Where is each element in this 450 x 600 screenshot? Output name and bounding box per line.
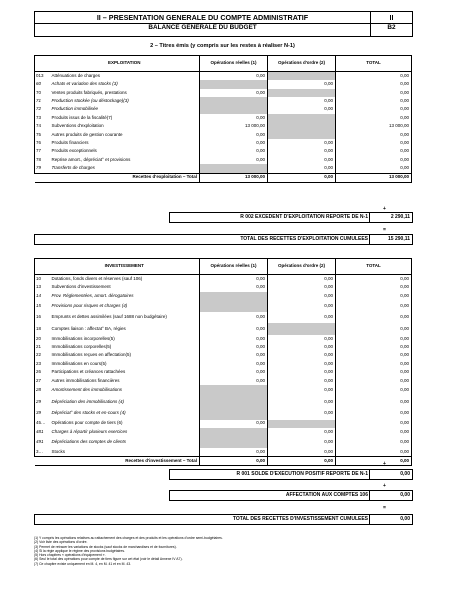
footnote: (4) Si la régie applique le régime des provisions budgétaires. [34,548,126,553]
box-divider [369,213,370,222]
row-code: 13 [35,283,50,291]
row-total: 0,00 [336,351,412,359]
row-label: Autres produits de gestion courante [51,131,123,137]
table-row [35,275,412,284]
row-label: Provisions pour risques et charges (4) [51,302,128,308]
row-label: Produits issus de la fiscalité(7) [51,114,113,120]
row-label: Production immobilisée [51,106,99,112]
row-label: Immobilisations reçues en affectation(5) [51,352,131,358]
table-row [35,368,412,376]
row-reel [200,97,268,105]
row-code: 27 [35,377,50,385]
header-divider [35,23,412,24]
table-header-row [35,259,412,275]
row-label: Atténuations de charges [51,72,101,78]
row-reel: 0,00 [200,114,268,122]
r002-box [169,212,413,223]
total-reel: 13 000,00 [200,173,268,182]
row-label: Dépréciation des immobilisations (4) [51,398,125,404]
plus-sign: + [383,461,386,467]
row-code: 18 [35,323,50,335]
header-code: II [389,13,394,22]
row-total: 0,00 [336,312,412,324]
table-row [35,397,412,409]
row-reel [200,106,268,114]
row-code: 16 [35,312,50,324]
row-ordre: 0,00 [268,312,336,324]
row-reel: 0,00 [200,351,268,359]
row-ordre: 0,00 [268,106,336,114]
reel-header: Opérations réelles (1) [200,56,268,72]
header-subtitle: BALANCE GENERALE DU BUDGET [148,24,257,31]
row-reel [200,300,268,312]
table-row [35,312,412,324]
table-row [35,351,412,359]
total-total: 13 000,00 [336,173,412,182]
total-investissement-value: 0,00 [400,516,410,522]
row-code: 79 [35,164,50,173]
row-code: 26 [35,368,50,376]
total-total: 0,00 [336,457,412,466]
row-total: 0,00 [336,114,412,122]
row-code: 23 [35,360,50,368]
row-total: 0,00 [336,97,412,105]
affectation-box [169,490,413,501]
row-reel: 13 000,00 [200,122,268,130]
row-reel: 0,00 [200,312,268,324]
row-code: 14 [35,292,50,300]
section-header: INVESTISSEMENT [50,259,200,275]
footnote: (5) Hors chapitres « opérations d'équipement ». [34,553,106,557]
row-label: Ventes produits fabriqués, prestations [51,89,127,95]
header-code: B2 [387,24,396,31]
total-header: TOTAL [336,56,412,72]
row-ordre [268,122,336,130]
table-row [35,343,412,351]
row-reel: 0,00 [200,89,268,97]
total-ordre: 0,00 [268,173,336,182]
row-code: 60 [35,80,50,88]
row-label: Emprunts et dettes assimilées (sauf 1688 non budgétaire) [51,314,167,320]
ordre-header: Opérations d'ordre (2) [268,259,336,275]
row-total: 0,00 [336,283,412,291]
total-reel: 0,00 [200,457,268,466]
total-ordre: 0,00 [268,457,336,466]
row-total: 13 000,00 [336,122,412,130]
table-row [35,106,412,114]
row-reel: 0,00 [200,275,268,284]
row-label: Transferts de charges [51,165,95,171]
code-header [35,259,50,275]
row-total: 0,00 [336,300,412,312]
row-code: 21 [35,343,50,351]
header-title: II – PRESENTATION GENERALE DU COMPTE ADMINISTRATIF [96,13,309,22]
footnote: (6) Seul le total des opérations pour compte de tiers figure sur cet état (voir le détail Annexe IV A7). [34,557,183,562]
row-ordre: 0,00 [268,408,336,420]
row-code: 70 [35,89,50,97]
total-row [35,173,412,182]
row-total: 0,00 [336,106,412,114]
table-row [35,408,412,420]
table-row [35,360,412,368]
equals-sign: = [383,227,386,233]
row-reel [200,80,268,88]
row-label: Amortissement des immobilisations [51,387,123,393]
row-label: Subventions d'exploitation [51,123,104,129]
table-header-row [35,56,412,72]
row-ordre: 0,00 [268,360,336,368]
exploitation-rows [35,72,412,174]
row-label: Opérations pour compte de tiers (6) [51,420,123,426]
code-header [35,56,50,72]
row-total: 0,00 [336,89,412,97]
row-label: Dotations, fonds divers et réserves (sauf 106) [51,275,143,281]
row-total: 0,00 [336,131,412,139]
row-total: 0,00 [336,292,412,300]
table-row [35,72,412,81]
table-row [35,385,412,397]
investissement-rows [35,275,412,457]
row-total: 0,00 [336,360,412,368]
row-reel: 0,00 [200,148,268,156]
section-header: EXPLOITATION [50,56,200,72]
row-ordre [268,323,336,335]
row-reel: 0,00 [200,360,268,368]
row-code: 72 [35,106,50,114]
row-total: 0,00 [336,80,412,88]
total-header: TOTAL [336,259,412,275]
row-ordre: 0,00 [268,343,336,351]
row-total: 0,00 [336,377,412,385]
row-code: 491 [35,436,50,448]
total-label: Recettes d'exploitation – Total [35,173,200,182]
row-reel: 0,00 [200,323,268,335]
row-label: Achats et variation des stocks (3) [51,81,118,87]
row-total: 0,00 [336,139,412,147]
row-ordre [268,114,336,122]
r002-value: 2 290,11 [390,214,410,220]
table-row [35,97,412,105]
row-ordre: 0,00 [268,385,336,397]
table-row [35,436,412,448]
total-row [35,457,412,466]
table-row [35,164,412,173]
row-code: 29 [35,397,50,409]
row-label: Autres immobilisations financières [51,377,120,383]
row-reel: 0,00 [200,420,268,428]
table-row [35,428,412,436]
table-row [35,80,412,88]
row-code: 78 [35,156,50,164]
row-ordre [268,72,336,81]
row-code: 28 [35,385,50,397]
row-ordre: 0,00 [268,156,336,164]
row-ordre: 0,00 [268,97,336,105]
row-code: 22 [35,351,50,359]
row-total: 0,00 [336,408,412,420]
row-reel [200,385,268,397]
footnote: (3) Permet de retracer les variations de stocks (sauf stocks de marchandises et de fournitures). [34,544,177,549]
row-label: Participations et créances rattachées [51,369,126,375]
footnote: (1) Y compris les opérations relatives au rattachement des charges et des produits et les opérations d'ordre semi-budgétaires. [34,536,223,540]
row-code: 75 [35,131,50,139]
page-header [34,11,413,37]
row-ordre: 0,00 [268,80,336,88]
table-row [35,114,412,122]
row-reel [200,397,268,409]
row-reel [200,408,268,420]
total-exploitation-value: 15 290,11 [388,236,410,242]
row-label: Immobilisations en cours(5) [51,360,107,366]
row-total: 0,00 [336,420,412,428]
row-code: 39 [35,408,50,420]
row-label: Reprise amort., dépréciat° et provisions [51,156,131,162]
ordre-header: Opérations d'ordre (2) [268,56,336,72]
row-ordre [268,89,336,97]
r001-value: 0,00 [400,471,410,477]
row-ordre: 0,00 [268,351,336,359]
row-label: Comptes liaison : affectat° BA, régies [51,325,126,331]
total-exploitation-box [34,234,413,245]
row-code: 3… [35,448,50,457]
total-investissement-label: TOTAL DES RECETTES D'INVESTISSEMENT CUMULEES [232,516,368,522]
table-row [35,283,412,291]
row-label: Prov. Réglementées, amort. dérogatoires [51,292,134,298]
row-reel: 0,00 [200,377,268,385]
total-label: Recettes d'investissement – Total [35,457,200,466]
row-total: 0,00 [336,164,412,173]
row-total: 0,00 [336,436,412,448]
row-ordre [268,420,336,428]
table-row [35,448,412,457]
row-label: Subventions d'investissement [51,284,111,290]
row-ordre: 0,00 [268,448,336,457]
row-total: 0,00 [336,275,412,284]
row-code: 74 [35,122,50,130]
exploitation-table [34,55,412,183]
row-code: 15 [35,300,50,312]
row-ordre: 0,00 [268,335,336,343]
r001-label: R 001 SOLDE D'EXECUTION POSITIF REPORTE DE N-1 [236,471,368,477]
row-total: 0,00 [336,428,412,436]
equals-sign: = [383,505,386,511]
row-reel: 0,00 [200,131,268,139]
box-divider [369,491,370,500]
table-row [35,420,412,428]
table-row [35,139,412,147]
row-code: 10 [35,275,50,284]
row-label: Production stockée (ou déstockage)(3) [51,98,129,104]
footnotes [34,536,414,566]
row-ordre: 0,00 [268,428,336,436]
row-total: 0,00 [336,368,412,376]
row-reel: 0,00 [200,139,268,147]
box-divider [369,470,370,479]
row-label: Stocks [51,448,66,454]
row-total: 0,00 [336,335,412,343]
row-ordre: 0,00 [268,139,336,147]
row-ordre: 0,00 [268,300,336,312]
table-row [35,122,412,130]
box-divider [369,235,370,244]
affectation-label: AFFECTATION AUX COMPTES 106 [285,492,368,498]
affectation-value: 0,00 [400,492,410,498]
table-row [35,148,412,156]
table-row [35,292,412,300]
row-code: 71 [35,97,50,105]
footnote: (2) Voir liste des opérations d'ordre. [34,540,88,545]
reel-header: Opérations réelles (1) [200,259,268,275]
row-total: 0,00 [336,156,412,164]
investissement-table [34,258,412,466]
row-label: Dépréciations des comptes de clients [51,438,127,444]
row-code: 013 [35,72,50,81]
row-label: Dépréciat° des stocks et en-cours (4) [51,410,126,416]
row-ordre [268,131,336,139]
row-ordre: 0,00 [268,275,336,284]
row-label: Produits financiers [51,140,89,146]
row-label: Produits exceptionnels [51,148,97,154]
row-ordre: 0,00 [268,397,336,409]
row-total: 0,00 [336,448,412,457]
table-row [35,300,412,312]
row-reel: 0,00 [200,72,268,81]
row-reel [200,292,268,300]
row-reel [200,436,268,448]
row-ordre: 0,00 [268,436,336,448]
row-total: 0,00 [336,397,412,409]
footnote: (7) Ce chapitre existe uniquement en M. 4, en M. 41 et en M. 43. [34,561,132,566]
table-row [35,156,412,164]
section-title: 2 – Titres émis (y compris sur les restes à réaliser N-1) [150,43,295,49]
row-reel: 0,00 [200,283,268,291]
row-reel: 0,00 [200,335,268,343]
row-label: Immobilisations incorporelles(5) [51,335,115,341]
row-ordre: 0,00 [268,164,336,173]
row-total: 0,00 [336,72,412,81]
table-row [35,335,412,343]
row-code: 45… [35,420,50,428]
row-ordre: 0,00 [268,283,336,291]
total-investissement-box [34,514,413,525]
table-row [35,377,412,385]
table-row [35,323,412,335]
row-ordre: 0,00 [268,368,336,376]
row-code: 20 [35,335,50,343]
row-reel: 0,00 [200,156,268,164]
row-reel: 0,00 [200,448,268,457]
row-label: Charges à répartir plusieurs exercices [51,428,128,434]
row-reel [200,428,268,436]
plus-sign: + [383,483,386,489]
box-divider [369,515,370,524]
table-row [35,89,412,97]
row-code: 481 [35,428,50,436]
row-code: 77 [35,148,50,156]
row-reel [200,164,268,173]
row-ordre: 0,00 [268,292,336,300]
row-reel: 0,00 [200,368,268,376]
table-row [35,131,412,139]
row-total: 0,00 [336,323,412,335]
row-total: 0,00 [336,148,412,156]
row-code: 73 [35,114,50,122]
row-label: Immobilisations corporelles(5) [51,343,112,349]
r001-box [169,469,413,480]
total-exploitation-label: TOTAL DES RECETTES D'EXPLOITATION CUMULEES [240,236,368,242]
row-ordre: 0,00 [268,377,336,385]
plus-sign: + [383,206,386,212]
row-ordre: 0,00 [268,148,336,156]
row-total: 0,00 [336,385,412,397]
row-total: 0,00 [336,343,412,351]
row-reel: 0,00 [200,343,268,351]
row-code: 76 [35,139,50,147]
r002-label: R 002 EXCEDENT D'EXPLOITATION REPORTE DE N-1 [240,214,368,220]
